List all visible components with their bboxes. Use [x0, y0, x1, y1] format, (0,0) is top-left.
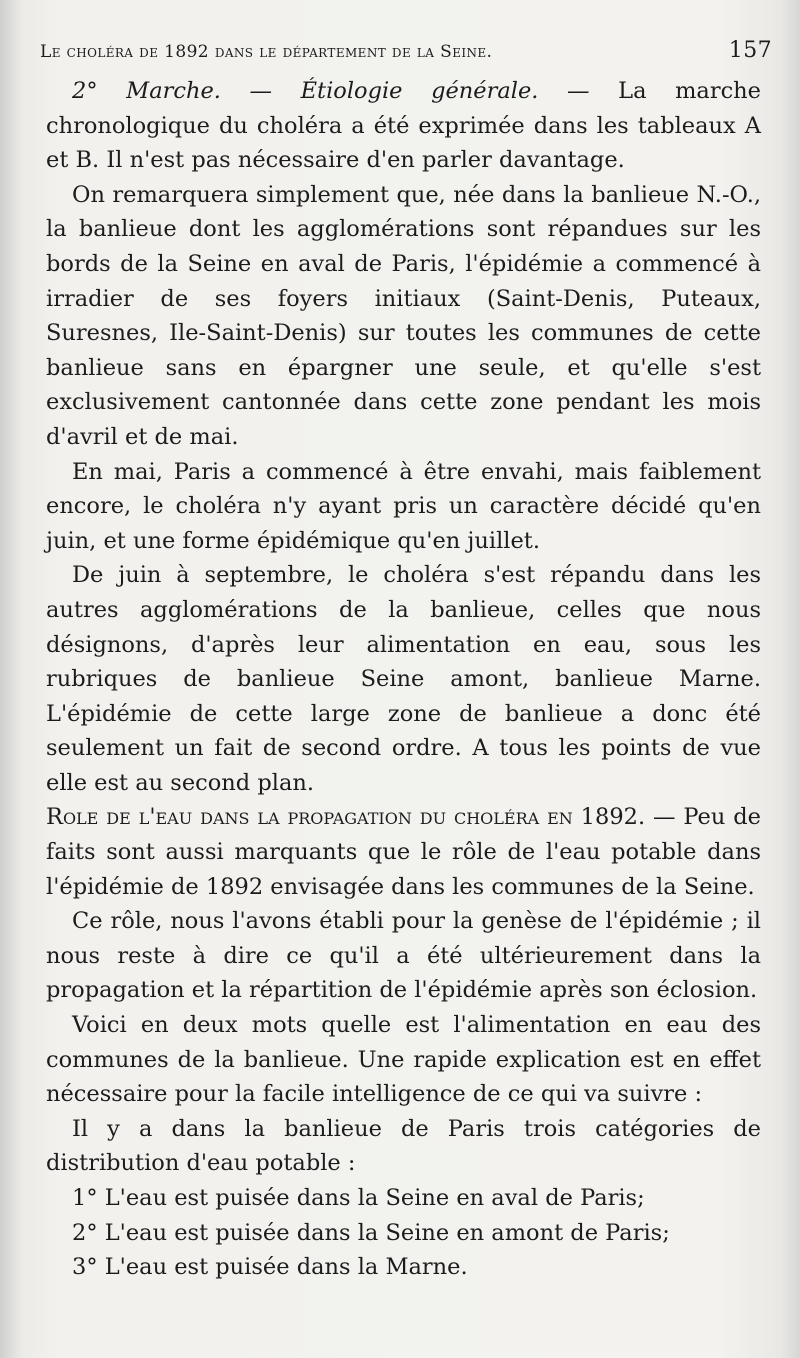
list-item: 3° L'eau est puisée dans la Marne.	[72, 1254, 468, 1281]
paragraph-text: La marche chronologique du choléra a été exprimée dans les tableaux A et B. Il n'est pas nécessaire d'en parler davantage.	[46, 78, 761, 174]
list-item: 2° L'eau est puisée dans la Seine en amont de Paris;	[72, 1219, 670, 1246]
paragraph-marche	[46, 74, 761, 178]
paragraph: De juin à septembre, le choléra s'est répandu dans les autres agglomérations de la banlieue, celles que nous désignons, d'après leur alimentation en eau, sous les rubriques de banlieue Seine amont, banlieue Marne. L'épidémie de cette large zone de banlieue a donc été seulement un fait de second ordre. A tous les points de vue elle est au second plan.	[46, 562, 761, 796]
list-item: 1° L'eau est puisée dans la Seine en aval de Paris;	[72, 1185, 645, 1211]
page-number: 157	[728, 38, 772, 63]
paragraph: En mai, Paris a commencé à être envahi, mais faiblement encore, le choléra n'y ayant pris un caractère décidé qu'en juin, et une forme épidémique qu'en juillet.	[46, 458, 761, 554]
paragraph: Voici en deux mots quelle est l'alimentation en eau des communes de la banlieue. Une rapide explication est en effet nécessaire pour la facile intelligence de ce qui va suivre :	[46, 1012, 761, 1108]
page-header	[40, 38, 772, 68]
body-text	[46, 74, 761, 1285]
paragraph-role-eau	[46, 800, 761, 904]
paragraph-text: Peu de faits sont aussi marquants que le rôle de l'eau potable dans l'épidémie de 1892 envisagée dans les communes de la Seine.	[46, 804, 761, 900]
section-heading-marche: 2° Marche. — Étiologie générale. —	[72, 78, 590, 104]
paragraph: On remarquera simplement que, née dans la banlieue N.-O., la banlieue dont les agglomérations sont répandues sur les bords de la Seine en aval de Paris, l'épidémie a commencé à irradier de ses foyers initiaux (Saint-Denis, Puteaux, Suresnes, Ile-Saint-Denis) sur toutes les communes de cette banlieue sans en épargner une seule, et qu'elle s'est exclusivement cantonnée dans cette zone pendant les mois d'avril et de mai.	[46, 181, 761, 450]
running-title: Le choléra de 1892 dans le département de la Seine.	[40, 42, 493, 62]
paragraph: Il y a dans la banlieue de Paris trois catégories de distribution d'eau potable :	[46, 1115, 761, 1177]
section-heading-role-eau: Role de l'eau dans la propagation du choléra en 1892. —	[46, 804, 676, 831]
paragraph: Ce rôle, nous l'avons établi pour la genèse de l'épidémie ; il nous reste à dire ce qu'il a été ultérieurement dans la propagation et la répartition de l'épidémie après son éclosion.	[46, 908, 761, 1004]
